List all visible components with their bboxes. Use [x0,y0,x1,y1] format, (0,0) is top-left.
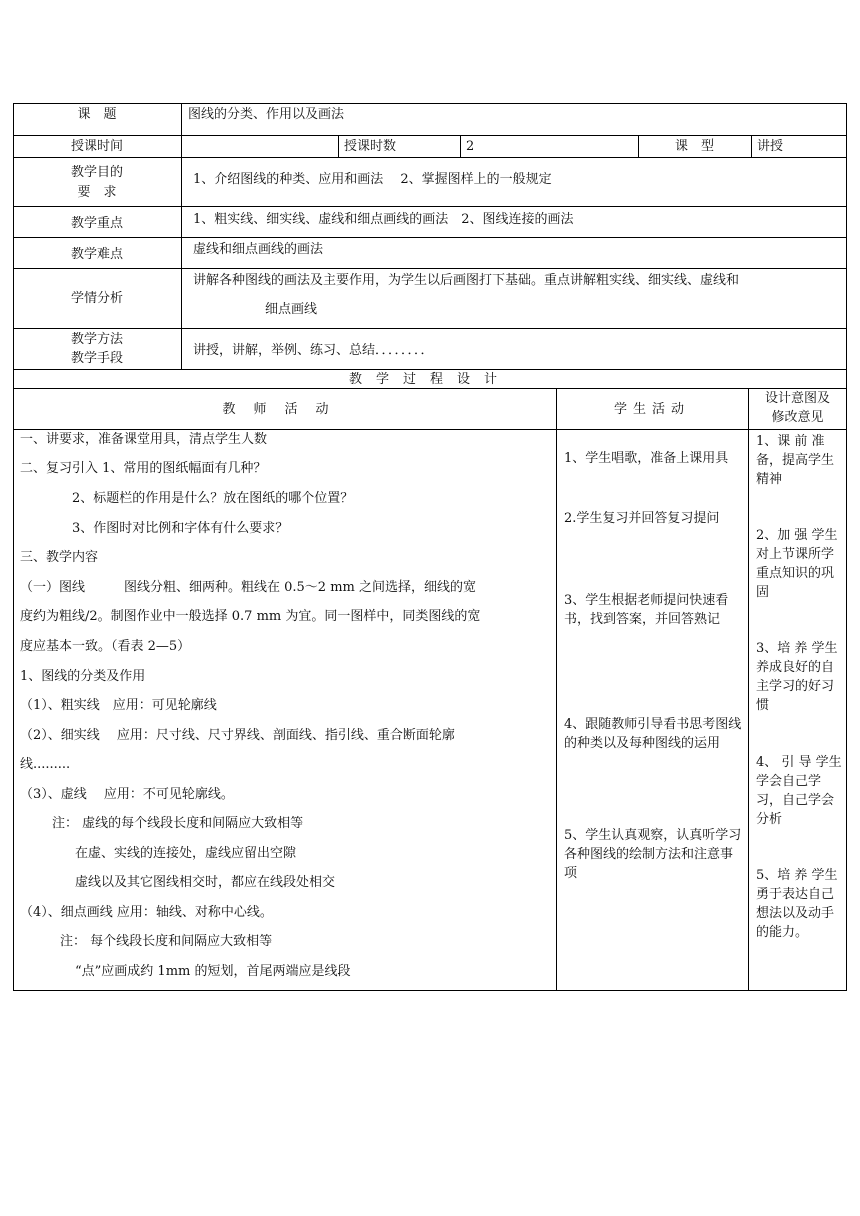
row-divider [13,206,847,207]
teacher-line: 2、标题栏的作用是什么？放在图纸的哪个位置？ [72,491,354,506]
teacher-line: （4）、细点画线 应用：轴线、对称中心线。 [20,905,273,920]
teacher-line: 度约为粗线/2。制图作业中一般选择 0.7 mm 为宜。同一图样中，同类图线的宽 [20,609,481,624]
key-points-label: 教学重点 [70,216,123,231]
cell-divider [338,135,339,157]
row-divider [13,237,847,238]
student-activity-item: 5、学生认真观察，认真听学习各种图线的绘制方法和注意事项 [564,828,742,881]
type-label: 课 型 [674,139,714,154]
hours-value: 2 [466,139,475,154]
row-divider [13,328,847,329]
column-divider [748,388,749,991]
teacher-line: （3）、虚线 应用：不可见轮廓线。 [20,787,234,802]
difficulty-label: 教学难点 [70,247,123,262]
process-title: 教学过程设计 [348,372,511,387]
design-header-line2: 修改意见 [771,410,824,425]
method-label-line1: 教学方法 [70,332,123,347]
design-intent-item: 2、加 强 学生对上节课所学重点知识的巩固 [756,528,838,600]
row-divider [13,157,847,158]
design-intent-item: 1、课 前 准备，提高学生精神 [756,434,835,487]
process-table [13,388,847,991]
teacher-line: 线......... [20,757,71,772]
teacher-line: “点”应画成约 1mm 的短划，首尾两端应是线段 [75,964,351,979]
teacher-line: 1、图线的分类及作用 [20,669,146,684]
column-divider [556,388,557,991]
design-header-line1: 设计意图及 [764,391,830,406]
type-value: 讲授 [757,139,784,154]
goal-label-line1: 教学目的 [70,165,123,180]
analysis-line1: 讲解各种图线的画法及主要作用，为学生以后画图打下基础。重点讲解粗实线、细实线、虚线和 [193,273,740,288]
key-points-value: 1、粗实线、细实线、虚线和细点画线的画法 2、图线连接的画法 [193,212,574,227]
topic-value: 图线的分类、作用以及画法 [188,107,345,122]
difficulty-value: 虚线和细点画线的画法 [193,242,324,257]
row-divider [13,268,847,269]
method-value: 讲授，讲解，举例、练习、总结．．．．．．．． [193,343,434,358]
time-label: 授课时间 [70,139,123,154]
teacher-line: 二、复习引入 1、常用的图纸幅面有几种？ [20,461,267,476]
cell-divider [460,135,461,157]
design-intent-item: 5、培 养 学生勇于表达自己想法以及动手的能力。 [756,868,838,940]
cell-divider [751,135,752,157]
teacher-line: 虚线以及其它图线相交时，都应在线段处相交 [75,875,336,890]
teacher-line: （2）、细实线 应用：尺寸线、尺寸界线、剖面线、指引线、重合断面轮廓 [20,728,455,743]
student-activity-header: 学生活动 [613,402,690,417]
teacher-line: 注： 虚线的每个线段长度和间隔应大致相等 [52,816,304,831]
method-label-line2: 教学手段 [70,351,123,366]
teacher-line: 3、作图时对比例和字体有什么要求？ [72,521,289,536]
row-divider [13,135,847,136]
teacher-line: 在虚、实线的连接处，虚线应留出空隙 [75,846,297,861]
design-intent-item: 4、 引 导 学生学会自己学习，自己学会分析 [756,755,842,827]
goal-label-line2: 要 求 [77,185,117,200]
teacher-activity-header: 教师活动 [222,402,347,417]
teacher-line: 度应基本一致。（看表 2—5） [20,639,191,654]
analysis-line2: 细点画线 [265,302,318,317]
teacher-line: （1）、粗实线 应用：可见轮廓线 [20,698,217,713]
header-divider [13,429,847,430]
topic-label: 课 题 [77,107,117,122]
analysis-label: 学情分析 [70,291,123,306]
student-activity-item: 3、学生根据老师提问快速看书，找到答案，并回答熟记 [564,593,729,627]
teacher-line: 三、教学内容 [20,550,99,565]
design-intent-item: 3、培 养 学生养成良好的自主学习的好习惯 [756,641,838,713]
teacher-line: 注： 每个线段长度和间隔应大致相等 [60,934,273,949]
student-activity-item: 4、跟随教师引导看书思考图线的种类以及每种图线的运用 [564,717,742,751]
goal-value: 1、介绍图线的种类、应用和画法 2、掌握图样上的一般规定 [193,172,552,187]
hours-label: 授课时数 [344,139,397,154]
teacher-line: 一、讲要求，准备课堂用具，清点学生人数 [20,432,268,447]
student-activity-item: 1、学生唱歌，准备上课用具 [564,451,729,466]
student-activity-item: 2.学生复习并回答复习提问 [564,511,720,526]
teacher-line: （一）图线 图线分粗、细两种。粗线在 0.5～2 mm 之间选择，细线的宽 [20,580,476,595]
